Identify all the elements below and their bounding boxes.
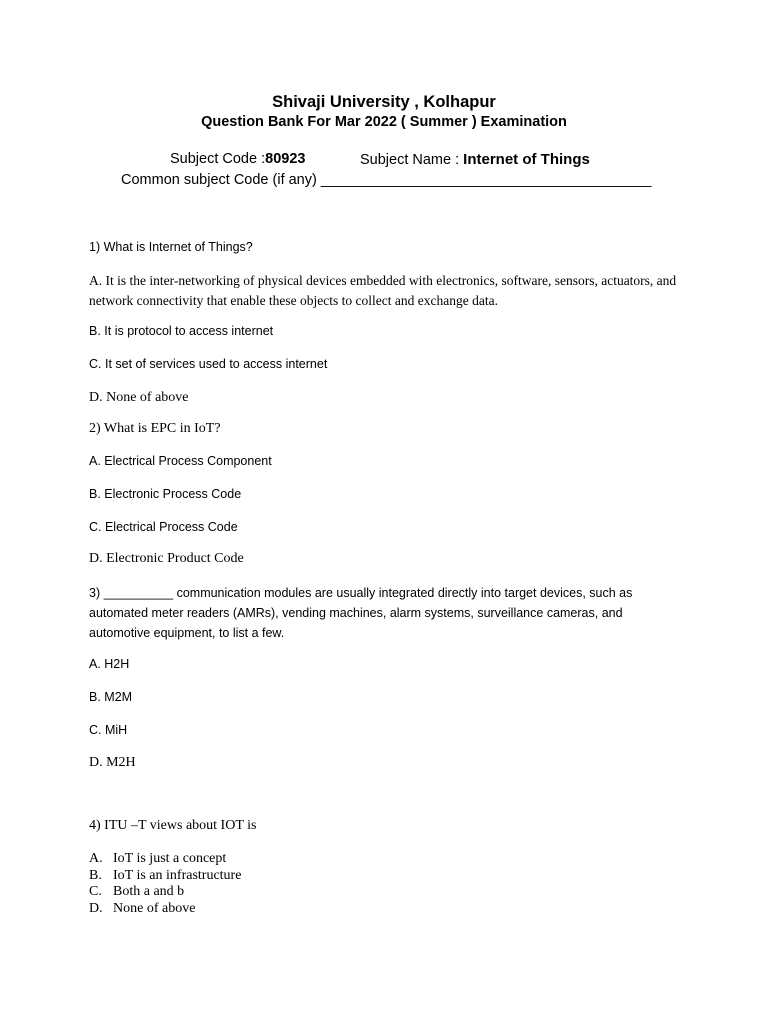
question-4: 4) ITU –T views about IOT is [89,818,257,833]
q2-option-d: D. Electronic Product Code [89,551,244,566]
q3-option-b: B. M2M [89,690,133,704]
q4-option-b [89,868,241,885]
exam-title: Question Bank For Mar 2022 ( Summer ) Examination [201,114,567,130]
q4-option-a-letter: A. [89,851,103,866]
q4-option-b-text: IoT is an infrastructure [113,867,242,883]
subject-name-label: Subject Name : [360,152,464,168]
q4-option-a [89,851,241,868]
question-1: 1) What is Internet of Things? [89,240,253,254]
q4-option-c-text: Both a and b [113,884,185,899]
q1-option-b: B. It is protocol to access internet [89,324,274,338]
q4-option-a-text: IoT is just a concept [113,851,227,866]
q4-option-c [89,884,241,901]
q2-option-b: B. Electronic Process Code [89,487,242,501]
q2-option-a: A. Electrical Process Component [89,454,272,468]
subject-code-label: Subject Code : [170,151,266,167]
q4-options-list [89,851,241,917]
q3-option-c: C. MiH [89,723,128,737]
question-3: 3) __________ communication modules are usually integrated directly into target devices, such as automated meter readers (AMRs), vending machines, alarm systems, surveillance cameras, and automotive equipment, to list a few. [89,586,633,640]
question-2: 2) What is EPC in IoT? [89,421,221,436]
q4-option-d-letter: D. [89,900,103,916]
subject-name-value: Internet of Things [463,151,590,168]
q4-option-d [89,901,241,918]
q2-option-c: C. Electrical Process Code [89,520,238,534]
q4-option-c-letter: C. [89,884,102,899]
q1-option-d: D. None of above [89,390,189,405]
q3-option-a: A. H2H [89,657,130,671]
q1-option-c: C. It set of services used to access internet [89,357,328,371]
q4-option-b-letter: B. [89,867,102,883]
university-title: Shivaji University , Kolhapur [272,93,496,111]
q4-option-d-text: None of above [113,900,196,916]
common-subject-code: Common subject Code (if any) _________________________________________ [121,172,652,188]
subject-name [360,151,590,169]
q3-option-d: D. M2H [89,755,136,770]
subject-code [170,151,305,167]
q1-option-a: A. It is the inter-networking of physical devices embedded with electronics, software, sensors, actuators, and network connectivity that enable these objects to collect and exchange data. [89,273,677,308]
subject-code-value: 80923 [265,151,306,167]
